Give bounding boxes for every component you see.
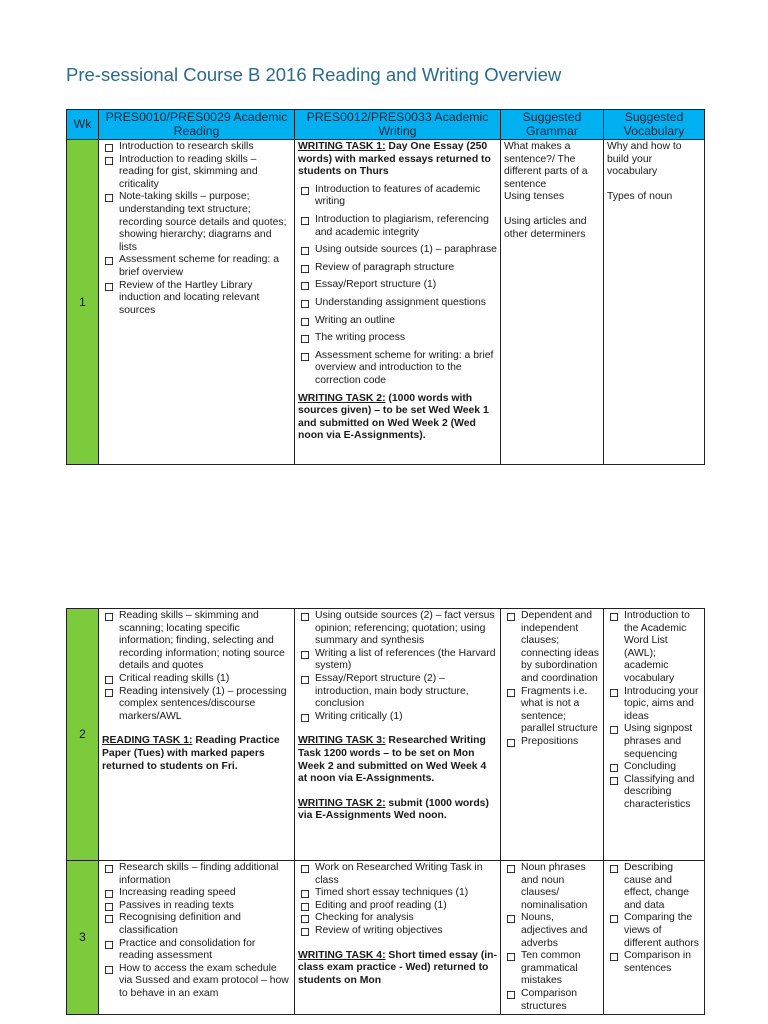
list-item: Assessment scheme for writing: a brief overview and introduction to the correction code bbox=[298, 350, 497, 388]
list-item: Comparing the views of different authors bbox=[607, 912, 701, 950]
vocab-cell bbox=[604, 140, 705, 465]
week-row-3 bbox=[67, 861, 705, 1015]
header-grammar: Suggested Grammar bbox=[501, 110, 604, 140]
list-item: Introduction to features of academic writing bbox=[298, 184, 497, 209]
week-number: 3 bbox=[67, 861, 99, 1015]
list-item: Essay/Report structure (1) bbox=[298, 279, 497, 292]
writing-task: WRITING TASK 1: Day One Essay (250 words) with marked essays returned to students on Thurs bbox=[298, 141, 491, 178]
list-item: Review of paragraph structure bbox=[298, 262, 497, 275]
list-item: Noun phrases and noun clauses/ nominalisation bbox=[504, 862, 600, 912]
list-item: Comparison structures bbox=[504, 988, 600, 1013]
list-item: Checking for analysis bbox=[298, 912, 497, 925]
grammar-cell bbox=[501, 861, 604, 1015]
writing-cell bbox=[295, 140, 501, 465]
list-item: Assessment scheme for reading: a brief overview bbox=[102, 254, 291, 279]
reading-task: READING TASK 1: Reading Practice Paper (Tues) with marked papers returned to students on Fri. bbox=[102, 735, 280, 772]
list-item: Fragments i.e. what is not a sentence; parallel structure bbox=[504, 686, 600, 736]
header-row bbox=[67, 110, 705, 140]
list-item: Reading intensively (1) – processing complex sentences/discourse markers/AWL bbox=[102, 686, 291, 724]
overview-table-weeks-2-3 bbox=[66, 608, 705, 1015]
header-wk: Wk bbox=[67, 110, 99, 140]
list-item: Review of writing objectives bbox=[298, 925, 497, 938]
list-item: Classifying and describing characteristics bbox=[607, 774, 701, 812]
list-item: Comparison in sentences bbox=[607, 950, 701, 975]
list-item: Practice and consolidation for reading assessment bbox=[102, 938, 291, 963]
list-item: Writing critically (1) bbox=[298, 711, 497, 724]
header-vocab: Suggested Vocabulary bbox=[604, 110, 705, 140]
list-item: Introducing your topic, aims and ideas bbox=[607, 686, 701, 724]
grammar-text: What makes a sentence?/ The different parts of a sentence bbox=[504, 141, 588, 190]
page-title: Pre-sessional Course B 2016 Reading and Writing Overview bbox=[66, 64, 562, 85]
writing-cell bbox=[295, 609, 501, 861]
week-number: 2 bbox=[67, 609, 99, 861]
writing-task: WRITING TASK 3: Researched Writing Task 1200 words – to be set on Mon Week 2 and submitted on Wed Week 4 at noon via E-Assignments. bbox=[298, 735, 487, 785]
list-item: Introduction to reading skills – reading for gist, skimming and criticality bbox=[102, 154, 291, 192]
list-item: Essay/Report structure (2) – introduction, main body structure, conclusion bbox=[298, 673, 497, 711]
list-item: Introduction to plagiarism, referencing and academic integrity bbox=[298, 214, 497, 239]
list-item: Note-taking skills – purpose; understanding text structure; recording source details and quotes; showing hierarchy; diagrams and lists bbox=[102, 191, 291, 254]
list-item: Passives in reading texts bbox=[102, 900, 291, 913]
list-item: Editing and proof reading (1) bbox=[298, 900, 497, 913]
vocab-cell bbox=[604, 609, 705, 861]
list-item: Critical reading skills (1) bbox=[102, 673, 291, 686]
list-item: Describing cause and effect, change and data bbox=[607, 862, 701, 912]
list-item: Reading skills – skimming and scanning; locating specific information; finding, selecting and recording information; noting source details and quotes bbox=[102, 610, 291, 673]
grammar-cell bbox=[501, 140, 604, 465]
writing-task: WRITING TASK 2: submit (1000 words) via E-Assignments Wed noon. bbox=[298, 797, 489, 822]
list-item: Using signpost phrases and sequencing bbox=[607, 723, 701, 761]
grammar-text: Using tenses bbox=[504, 191, 565, 203]
list-item: Introduction to research skills bbox=[102, 141, 291, 154]
overview-table-week-1 bbox=[66, 109, 705, 465]
list-item: Dependent and independent clauses; connecting ideas by subordination and coordination bbox=[504, 610, 600, 686]
list-item: How to access the exam schedule via Sussed and exam protocol – how to behave in an exam bbox=[102, 963, 291, 1001]
writing-cell bbox=[295, 861, 501, 1015]
reading-cell bbox=[99, 609, 295, 861]
vocab-text: Why and how to build your vocabulary bbox=[607, 141, 682, 178]
week-row-1 bbox=[67, 140, 705, 465]
list-item: Ten common grammatical mistakes bbox=[504, 950, 600, 988]
week-row-2 bbox=[67, 609, 705, 861]
grammar-text: Using articles and other determiners bbox=[504, 215, 587, 240]
list-item: Timed short essay techniques (1) bbox=[298, 887, 497, 900]
grammar-cell bbox=[501, 609, 604, 861]
writing-task: WRITING TASK 2: (1000 words with sources given) – to be set Wed Week 1 and submitted on Wed Week 2 (Wed noon via E-Assignments). bbox=[298, 392, 489, 442]
reading-cell bbox=[99, 861, 295, 1015]
header-writing: PRES0012/PRES0033 Academic Writing bbox=[295, 110, 501, 140]
list-item: Prepositions bbox=[504, 736, 600, 749]
list-item: Concluding bbox=[607, 761, 701, 774]
writing-task: WRITING TASK 4: Short timed essay (in-class exam practice - Wed) returned to students on Mon bbox=[298, 949, 497, 986]
vocab-text: Types of noun bbox=[607, 190, 673, 202]
list-item: Review of the Hartley Library induction and locating relevant sources bbox=[102, 280, 291, 318]
list-item: Understanding assignment questions bbox=[298, 297, 497, 310]
reading-cell bbox=[99, 140, 295, 465]
list-item: Introduction to the Academic Word List (AWL); academic vocabulary bbox=[607, 610, 701, 686]
list-item: Increasing reading speed bbox=[102, 887, 291, 900]
week-number: 1 bbox=[67, 140, 99, 465]
list-item: Research skills – finding additional information bbox=[102, 862, 291, 887]
list-item: Work on Researched Writing Task in class bbox=[298, 862, 497, 887]
vocab-cell bbox=[604, 861, 705, 1015]
list-item: Recognising definition and classification bbox=[102, 912, 291, 937]
header-reading: PRES0010/PRES0029 Academic Reading bbox=[99, 110, 295, 140]
list-item: Nouns, adjectives and adverbs bbox=[504, 912, 600, 950]
list-item: Using outside sources (2) – fact versus opinion; referencing; quotation; using summary and synthesis bbox=[298, 610, 497, 648]
list-item: Writing a list of references (the Harvard system) bbox=[298, 648, 497, 673]
list-item: Using outside sources (1) – paraphrase bbox=[298, 244, 497, 257]
list-item: The writing process bbox=[298, 332, 497, 345]
list-item: Writing an outline bbox=[298, 315, 497, 328]
